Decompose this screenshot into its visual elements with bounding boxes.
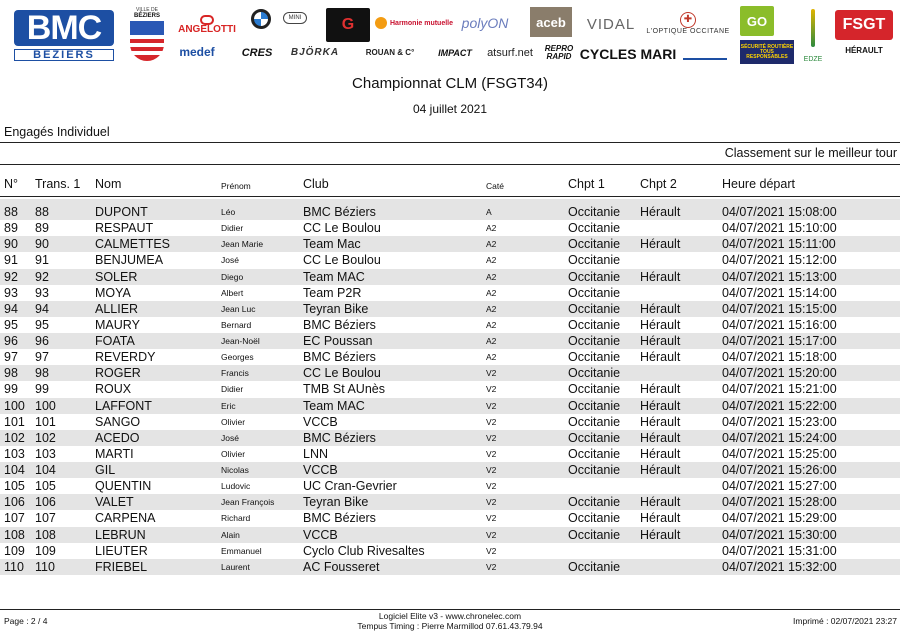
cell-trans: 99 xyxy=(35,382,49,397)
cell-num: 89 xyxy=(4,221,18,236)
cell-chpt1: Occitanie xyxy=(568,301,621,316)
cell-heure: 04/07/2021 15:30:00 xyxy=(722,527,837,542)
cell-nom: CARPENA xyxy=(95,511,156,526)
cell-nom: VALET xyxy=(95,495,134,510)
table-row xyxy=(0,398,900,414)
cell-num: 90 xyxy=(4,237,18,252)
col-num: N° xyxy=(4,177,19,191)
table-row xyxy=(0,204,900,220)
cell-club: Team MAC xyxy=(303,398,365,413)
cell-cate: V2 xyxy=(486,465,497,475)
cell-trans: 107 xyxy=(35,511,56,526)
cell-trans: 92 xyxy=(35,269,49,284)
cell-chpt1: Occitanie xyxy=(568,527,621,542)
cell-prenom: Olivier xyxy=(221,416,246,427)
cell-trans: 100 xyxy=(35,398,56,413)
cell-heure: 04/07/2021 15:11:00 xyxy=(722,237,836,252)
table-row xyxy=(0,462,900,478)
cycles-mari-logo: CYCLES MARI xyxy=(579,46,677,62)
rouan-logo: ROUAN & C° xyxy=(365,48,415,57)
cell-chpt1: Occitanie xyxy=(568,366,621,381)
cell-nom: MAURY xyxy=(95,317,140,332)
cell-trans: 108 xyxy=(35,527,56,542)
cell-num: 94 xyxy=(4,301,18,316)
cell-prenom: Didier xyxy=(221,384,244,395)
cell-club: BMC Béziers xyxy=(303,430,376,445)
cell-heure: 04/07/2021 15:26:00 xyxy=(722,463,837,477)
table-row xyxy=(0,478,900,494)
table-header-divider xyxy=(0,196,900,197)
cell-prenom: Nicolas xyxy=(221,465,249,475)
cell-num: 103 xyxy=(4,446,25,461)
securite-routiere-logo: SÉCURITÉ ROUTIÈRE TOUS RESPONSABLES xyxy=(740,40,794,64)
cell-chpt1: Occitanie xyxy=(568,237,621,252)
cell-club: EC Poussan xyxy=(303,334,373,348)
cell-club: CC Le Boulou xyxy=(303,253,381,268)
cell-cate: V2 xyxy=(486,432,497,443)
cell-club: Team P2R xyxy=(303,285,362,300)
cell-cate: A2 xyxy=(486,336,497,346)
cross-icon: ✚ xyxy=(680,12,696,28)
cell-club: AC Fousseret xyxy=(303,559,380,574)
harmonie-mutuelle-logo: Harmonie mutuelle xyxy=(388,10,440,36)
cell-heure: 04/07/2021 15:17:00 xyxy=(722,334,837,348)
page-title: Championnat CLM (FSGT34) xyxy=(352,75,548,92)
cell-heure: 04/07/2021 15:31:00 xyxy=(722,543,837,558)
table-row xyxy=(0,333,900,349)
cell-trans: 89 xyxy=(35,221,49,236)
cell-nom: MARTI xyxy=(95,446,134,461)
table-row xyxy=(0,414,900,430)
medef-logo: medef xyxy=(179,45,215,59)
cell-chpt2: Hérault xyxy=(640,237,681,252)
table-row xyxy=(0,446,900,462)
cell-cate: A2 xyxy=(486,303,497,314)
g-mark-icon: G xyxy=(341,16,355,33)
software-credit: Logiciel Elite v3 - www.chronelec.com xyxy=(378,611,522,621)
cell-nom: ACEDO xyxy=(95,430,140,445)
cell-club: BMC Béziers xyxy=(303,350,376,365)
cell-club: Cyclo Club Rivesaltes xyxy=(303,543,425,558)
cell-trans: 109 xyxy=(35,543,56,558)
cell-trans: 102 xyxy=(35,430,56,445)
cell-num: 109 xyxy=(4,543,25,558)
col-nom: Nom xyxy=(95,177,122,191)
page-number: Page : 2 / 4 xyxy=(4,616,48,626)
ffc-logo xyxy=(683,46,727,60)
cell-heure: 04/07/2021 15:16:00 xyxy=(722,317,837,332)
cell-prenom: Jean-Noël xyxy=(221,336,260,346)
g-management-logo xyxy=(326,8,370,42)
cell-cate: A2 xyxy=(486,352,497,363)
cell-chpt2: Hérault xyxy=(640,382,681,397)
cell-cate: A2 xyxy=(486,255,497,266)
cell-heure: 04/07/2021 15:24:00 xyxy=(722,430,837,445)
cell-prenom: Alain xyxy=(221,529,240,540)
cell-nom: MOYA xyxy=(95,285,131,300)
cell-heure: 04/07/2021 15:15:00 xyxy=(722,301,837,316)
cell-nom: FRIEBEL xyxy=(95,559,148,574)
cell-trans: 96 xyxy=(35,334,49,348)
cell-prenom: Diego xyxy=(221,271,244,282)
cell-prenom: Bernard xyxy=(221,319,252,330)
cell-chpt1: Occitanie xyxy=(568,205,621,219)
col-chpt1: Chpt 1 xyxy=(568,177,605,191)
fsgt-herault-label: HÉRAULT xyxy=(845,46,883,55)
cell-nom: RESPAUT xyxy=(95,221,154,236)
cell-trans: 101 xyxy=(35,414,56,429)
cell-club: VCCB xyxy=(303,414,338,429)
cell-chpt1: Occitanie xyxy=(568,446,621,461)
harmonie-dot-icon xyxy=(375,17,387,29)
cell-chpt2: Hérault xyxy=(640,205,681,219)
cell-chpt1: Occitanie xyxy=(568,221,621,236)
cell-chpt2: Hérault xyxy=(640,398,681,413)
cell-trans: 91 xyxy=(35,253,49,268)
cell-heure: 04/07/2021 15:25:00 xyxy=(722,446,837,461)
cell-cate: A2 xyxy=(486,287,497,298)
cell-cate: A2 xyxy=(486,319,497,330)
caduceus-icon xyxy=(803,4,823,52)
cell-cate: V2 xyxy=(486,481,497,492)
cell-num: 93 xyxy=(4,285,18,300)
cell-num: 91 xyxy=(4,253,18,268)
cell-nom: REVERDY xyxy=(95,350,156,365)
cell-cate: A xyxy=(486,207,492,217)
cell-prenom: Eric xyxy=(221,400,236,411)
repro-rapid-logo: REPRO RAPID xyxy=(544,44,574,61)
cell-chpt2: Hérault xyxy=(640,495,681,510)
table-row xyxy=(0,381,900,397)
cell-trans: 110 xyxy=(35,559,55,574)
cell-trans: 95 xyxy=(35,317,49,332)
cell-nom: FOATA xyxy=(95,334,135,348)
cell-club: CC Le Boulou xyxy=(303,366,381,381)
cell-chpt2: Hérault xyxy=(640,317,681,332)
cell-prenom: Olivier xyxy=(221,448,246,459)
cell-club: Teyran Bike xyxy=(303,301,369,316)
table-header xyxy=(0,175,900,195)
footer-credits xyxy=(0,611,900,631)
impact-logo: IMPACT xyxy=(438,47,472,58)
cell-num: 95 xyxy=(4,317,18,332)
table-row xyxy=(0,236,900,252)
cell-trans: 90 xyxy=(35,237,49,252)
cell-num: 104 xyxy=(4,463,25,477)
cell-cate: V2 xyxy=(486,561,497,572)
cell-cate: V2 xyxy=(486,513,497,524)
cell-trans: 93 xyxy=(35,285,49,300)
header-divider xyxy=(0,164,900,165)
section-title: Engagés Individuel xyxy=(4,125,110,139)
cell-prenom: Emmanuel xyxy=(221,545,262,556)
cell-num: 102 xyxy=(4,430,25,445)
cell-trans: 104 xyxy=(35,463,56,477)
aceb-logo: aceb xyxy=(530,7,572,37)
cell-cate: V2 xyxy=(486,416,497,427)
col-chpt2: Chpt 2 xyxy=(640,177,677,191)
cell-cate: V2 xyxy=(486,448,497,459)
cell-prenom: Albert xyxy=(221,287,244,298)
cell-prenom: Laurent xyxy=(221,561,250,572)
table-row xyxy=(0,559,900,575)
cell-club: LNN xyxy=(303,446,329,461)
go-sport-logo: GO xyxy=(740,6,774,36)
table-row xyxy=(0,527,900,543)
cell-chpt1: Occitanie xyxy=(568,253,621,268)
cell-num: 92 xyxy=(4,269,18,284)
cell-heure: 04/07/2021 15:08:00 xyxy=(722,205,837,219)
cell-cate: V2 xyxy=(486,529,497,540)
table-row xyxy=(0,543,900,559)
cell-nom: CALMETTES xyxy=(95,237,171,252)
cell-cate: V2 xyxy=(486,368,497,379)
cell-num: 105 xyxy=(4,479,25,494)
table-row xyxy=(0,301,900,317)
cell-chpt2: Hérault xyxy=(640,334,681,348)
cell-prenom: Richard xyxy=(221,513,251,524)
cell-heure: 04/07/2021 15:10:00 xyxy=(722,221,837,236)
table-row xyxy=(0,220,900,236)
cell-prenom: Francis xyxy=(221,368,249,379)
cell-club: BMC Béziers xyxy=(303,205,376,219)
cell-prenom: José xyxy=(221,432,239,443)
table-row xyxy=(0,349,900,365)
cell-heure: 04/07/2021 15:22:00 xyxy=(722,398,837,413)
cell-chpt2: Hérault xyxy=(640,446,681,461)
polyon-logo: polyON xyxy=(461,15,509,31)
atsurf-logo: atsurf.net xyxy=(487,46,533,59)
cell-heure: 04/07/2021 15:27:00 xyxy=(722,479,837,494)
cell-chpt2: Hérault xyxy=(640,269,681,284)
cell-club: CC Le Boulou xyxy=(303,221,381,236)
bmw-logo-icon xyxy=(251,9,271,29)
cell-heure: 04/07/2021 15:23:00 xyxy=(722,414,837,429)
cell-num: 101 xyxy=(4,414,25,429)
cell-club: UC Cran-Gevrier xyxy=(303,479,397,494)
cell-cate: A2 xyxy=(486,239,497,250)
cell-nom: SANGO xyxy=(95,414,141,429)
cell-chpt2: Hérault xyxy=(640,430,681,445)
cell-chpt1: Occitanie xyxy=(568,285,621,300)
cell-chpt1: Occitanie xyxy=(568,334,621,348)
cell-heure: 04/07/2021 15:20:00 xyxy=(722,366,837,381)
cell-club: BMC Béziers xyxy=(303,317,376,332)
table-row xyxy=(0,494,900,510)
cell-cate: A2 xyxy=(486,271,497,282)
cell-nom: SOLER xyxy=(95,269,138,284)
event-date: 04 juillet 2021 xyxy=(412,102,488,116)
cell-cate: V2 xyxy=(486,545,497,556)
optique-occitane-logo: ✚ L'OPTIQUE OCCITANE xyxy=(649,8,727,38)
cell-heure: 04/07/2021 15:32:00 xyxy=(722,559,837,574)
cell-trans: 94 xyxy=(35,301,49,316)
cell-club: VCCB xyxy=(303,463,338,477)
dealer-logo xyxy=(259,31,299,39)
ville-de-beziers-logo: VILLE DE BÉZIERS xyxy=(126,6,168,62)
cell-chpt1: Occitanie xyxy=(568,414,621,429)
print-date: Imprimé : 02/07/2021 23:27 xyxy=(793,616,897,626)
cell-num: 100 xyxy=(4,398,25,413)
cell-chpt1: Occitanie xyxy=(568,398,621,413)
cell-cate: V2 xyxy=(486,400,497,411)
cell-chpt1: Occitanie xyxy=(568,559,621,574)
cell-nom: ROGER xyxy=(95,366,141,381)
cell-heure: 04/07/2021 15:12:00 xyxy=(722,253,837,268)
classement-label: Classement sur le meilleur tour xyxy=(724,146,897,160)
table-row xyxy=(0,510,900,526)
cell-heure: 04/07/2021 15:14:00 xyxy=(722,285,837,300)
col-trans: Trans. 1 xyxy=(35,177,81,191)
table-row xyxy=(0,285,900,301)
cell-chpt1: Occitanie xyxy=(568,382,621,397)
fsgt-logo: FSGT xyxy=(835,10,893,40)
cell-nom: LEBRUN xyxy=(95,527,146,542)
cell-trans: 97 xyxy=(35,350,49,365)
angelotti-logo: ANGELOTTI xyxy=(176,10,238,40)
table-row xyxy=(0,269,900,285)
mini-logo: MINI xyxy=(283,12,307,24)
cell-num: 110 xyxy=(4,559,24,574)
cell-chpt1: Occitanie xyxy=(568,430,621,445)
cell-chpt2: Hérault xyxy=(640,414,681,429)
col-club: Club xyxy=(303,177,329,191)
cell-num: 98 xyxy=(4,366,18,381)
cell-prenom: Didier xyxy=(221,223,244,234)
cres-logo: CRES xyxy=(241,46,273,59)
timing-credit: Tempus Timing : Pierre Marmillod 07.61.43.79.94 xyxy=(357,621,543,631)
cell-club: VCCB xyxy=(303,527,338,542)
cell-chpt1: Occitanie xyxy=(568,495,621,510)
cell-trans: 98 xyxy=(35,366,49,381)
cell-nom: QUENTIN xyxy=(95,479,152,494)
cell-heure: 04/07/2021 15:13:00 xyxy=(722,269,837,284)
bjorka-logo: BJÖRKA xyxy=(290,47,340,58)
cell-chpt1: Occitanie xyxy=(568,463,621,477)
vidal-logo: VIDAL xyxy=(586,15,636,33)
cell-num: 107 xyxy=(4,511,25,526)
cell-nom: ALLIER xyxy=(95,301,139,316)
cell-chpt2: Hérault xyxy=(640,511,681,526)
cell-heure: 04/07/2021 15:29:00 xyxy=(722,511,837,526)
cell-chpt2: Hérault xyxy=(640,350,681,365)
cell-num: 97 xyxy=(4,350,18,365)
cell-heure: 04/07/2021 15:28:00 xyxy=(722,495,837,510)
cell-trans: 88 xyxy=(35,205,49,219)
cell-trans: 105 xyxy=(35,479,56,494)
sponsor-banner xyxy=(0,0,900,70)
cell-chpt1: Occitanie xyxy=(568,317,621,332)
cell-cate: V2 xyxy=(486,384,497,395)
cell-cate: A2 xyxy=(486,223,497,234)
cell-heure: 04/07/2021 15:21:00 xyxy=(722,382,837,397)
cell-heure: 04/07/2021 15:18:00 xyxy=(722,350,837,365)
cell-num: 99 xyxy=(4,382,18,397)
cell-prenom: Jean Luc xyxy=(221,303,256,314)
cell-nom: BENJUMEA xyxy=(95,253,164,268)
cell-nom: LAFFONT xyxy=(95,398,152,413)
cell-chpt2: Hérault xyxy=(640,463,681,477)
cell-nom: ROUX xyxy=(95,382,132,397)
cell-prenom: Jean François xyxy=(221,497,275,508)
cell-prenom: José xyxy=(221,255,239,266)
cell-club: TMB St AUnès xyxy=(303,382,385,397)
col-cate: Caté xyxy=(486,181,504,191)
edze-logo: EDZE xyxy=(803,55,823,63)
cell-num: 108 xyxy=(4,527,25,542)
cell-chpt1: Occitanie xyxy=(568,269,621,284)
cell-club: Team Mac xyxy=(303,237,361,252)
cell-num: 96 xyxy=(4,334,18,348)
table-row xyxy=(0,430,900,446)
col-heure: Heure départ xyxy=(722,177,795,191)
cell-nom: DUPONT xyxy=(95,205,148,219)
cell-prenom: Léo xyxy=(221,207,236,217)
table-body xyxy=(0,204,900,575)
col-prenom: Prénom xyxy=(221,181,251,191)
bmc-beziers-logo: BMC BEZIERS xyxy=(14,10,114,60)
cell-chpt1: Occitanie xyxy=(568,511,621,526)
table-row xyxy=(0,317,900,333)
table-row xyxy=(0,252,900,268)
cell-prenom: Ludovic xyxy=(221,481,251,492)
cell-prenom: Jean Marie xyxy=(221,239,264,250)
cell-chpt1: Occitanie xyxy=(568,350,621,365)
cell-trans: 103 xyxy=(35,446,56,461)
cell-club: Team MAC xyxy=(303,269,365,284)
cell-cate: V2 xyxy=(486,497,497,508)
cell-num: 106 xyxy=(4,495,25,510)
footer-divider xyxy=(0,609,900,610)
cell-club: BMC Béziers xyxy=(303,511,376,526)
cell-chpt2: Hérault xyxy=(640,301,681,316)
table-row xyxy=(0,365,900,381)
beziers-shield-icon xyxy=(130,21,164,61)
cell-num: 88 xyxy=(4,205,18,219)
cell-club: Teyran Bike xyxy=(303,495,369,510)
cell-nom: LIEUTER xyxy=(95,543,148,558)
cell-nom: GIL xyxy=(95,463,116,477)
cell-trans: 106 xyxy=(35,495,56,510)
cell-chpt2: Hérault xyxy=(640,527,681,542)
section-divider xyxy=(0,142,900,143)
cell-prenom: Georges xyxy=(221,352,254,363)
